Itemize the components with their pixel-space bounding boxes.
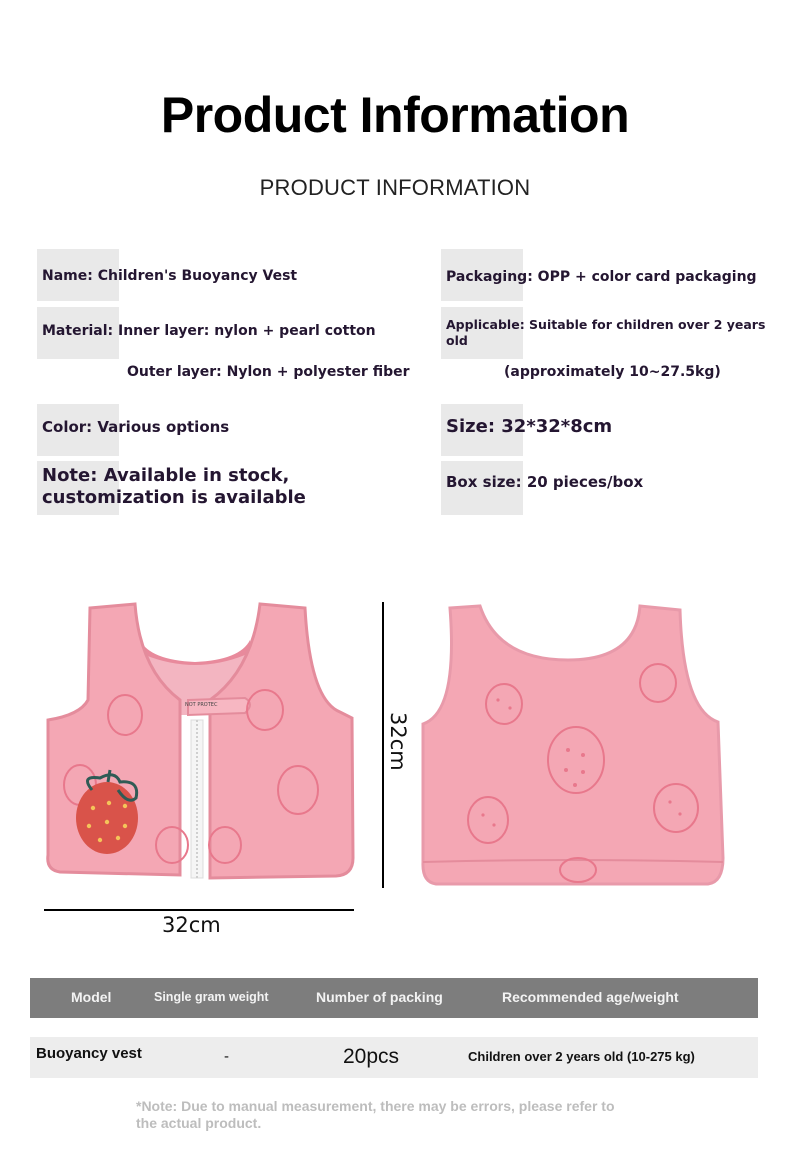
spec-note bbox=[37, 461, 306, 508]
th-single-gram-weight: Single gram weight bbox=[154, 990, 269, 1004]
th-model: Model bbox=[71, 989, 112, 1005]
spec-size-text: Size: 32*32*8cm bbox=[446, 416, 613, 437]
spec-packaging-text: Packaging: OPP + color card packaging bbox=[446, 269, 757, 285]
spec-color bbox=[37, 404, 230, 436]
spec-applicable-weight-text: (approximately 10~27.5kg) bbox=[504, 364, 721, 380]
th-recommended-age-weight: Recommended age/weight bbox=[502, 989, 679, 1005]
spec-color-text: Color: Various options bbox=[42, 418, 230, 436]
spec-note-line1: Note: Available in stock, bbox=[42, 465, 290, 486]
spec-material-outer bbox=[127, 364, 410, 380]
spec-applicable-weight bbox=[504, 364, 721, 380]
measurement-footnote bbox=[136, 1098, 676, 1132]
spec-box-size bbox=[441, 461, 644, 491]
spec-box-size-text: Box size: 20 pieces/box bbox=[446, 473, 644, 491]
height-dimension-label: 32cm bbox=[386, 712, 410, 771]
spec-applicable-line2: old bbox=[446, 333, 468, 348]
spec-note-line2: customization is available bbox=[42, 487, 306, 508]
care-label-text: NOT PROTEC bbox=[185, 702, 218, 708]
th-number-of-packing: Number of packing bbox=[316, 989, 443, 1005]
td-recommended-age-weight: Children over 2 years old (10-275 kg) bbox=[468, 1049, 695, 1064]
spec-applicable-line1: Applicable: Suitable for children over 2 years bbox=[446, 317, 766, 332]
footnote-line1: *Note: Due to manual measurement, there may be errors, please refer to bbox=[136, 1098, 615, 1114]
front-vest-image bbox=[40, 600, 360, 890]
spec-name-text: Name: Children's Buoyancy Vest bbox=[42, 268, 298, 284]
spec-material-outer-text: Outer layer: Nylon + polyester fiber bbox=[127, 364, 410, 380]
spec-table-header bbox=[30, 978, 758, 1018]
spec-packaging bbox=[441, 249, 757, 285]
spec-material-inner: Material: Inner layer: nylon + pearl cotton bbox=[42, 323, 376, 339]
height-dimension-line bbox=[382, 602, 384, 888]
page-subtitle: PRODUCT INFORMATION bbox=[259, 175, 531, 200]
td-single-gram-weight: - bbox=[224, 1048, 229, 1065]
table-row bbox=[30, 1037, 758, 1078]
back-vest-image bbox=[418, 600, 738, 890]
spec-applicable bbox=[441, 307, 766, 348]
spec-size bbox=[441, 404, 613, 437]
spec-name bbox=[37, 249, 298, 284]
spec-material bbox=[37, 307, 376, 339]
width-dimension-label: 32cm bbox=[162, 913, 221, 937]
td-number-of-packing: 20pcs bbox=[343, 1045, 400, 1068]
width-dimension-line bbox=[44, 909, 354, 911]
footnote-line2: the actual product. bbox=[136, 1115, 262, 1131]
page-title: Product Information bbox=[160, 87, 630, 143]
td-model: Buoyancy vest bbox=[36, 1045, 142, 1062]
